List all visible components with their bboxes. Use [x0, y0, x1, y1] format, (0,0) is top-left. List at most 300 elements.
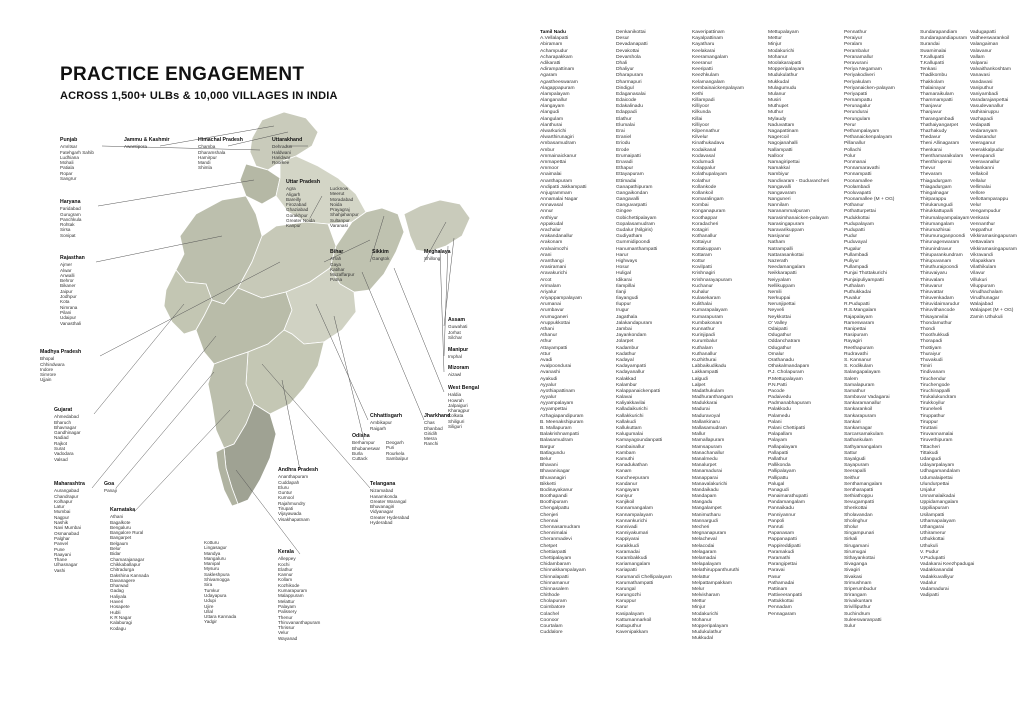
list-item: Melattur — [692, 574, 710, 580]
list-item: Chettiarpatti — [540, 549, 567, 555]
region-city: Chamarajanagar — [110, 556, 145, 562]
region-city: Faridabad — [60, 206, 81, 212]
list-item: Alwarthirunagiri — [540, 135, 574, 141]
list-item: Karamadai — [616, 549, 640, 555]
list-item: Vadamadurai — [920, 586, 949, 592]
list-item: Kuthalam — [692, 345, 713, 351]
list-item: Anaimalai — [540, 172, 562, 178]
list-item: Ammainaickanur — [540, 153, 577, 159]
list-item: Pethampalayam — [844, 129, 880, 134]
list-item: Manalmedu — [692, 456, 718, 462]
list-item: Narasingapuram — [768, 221, 805, 227]
list-item: S. Kodikulam — [844, 364, 873, 370]
region-city: Jalpaiguri — [448, 402, 468, 408]
list-item: Madurai — [692, 407, 710, 413]
list-item: T.Kallupatti — [920, 54, 944, 60]
list-item: Theni Allinagaram — [920, 141, 960, 147]
list-item: Kadayal — [616, 357, 634, 363]
list-item: Valavanur — [970, 48, 992, 54]
region-city: Greater Hyderabad — [370, 514, 410, 520]
list-item: Zamin Uthukuli — [970, 314, 1003, 320]
list-item: Thuraiyur — [920, 351, 941, 357]
list-item: Alagappapuram — [540, 85, 575, 91]
list-item: Arimalam — [540, 283, 561, 289]
region-city: Bharuch — [54, 419, 72, 425]
list-item: Pooluvapatti — [844, 190, 871, 196]
region-city: Mesra — [424, 436, 437, 442]
list-item: Gangavalli — [616, 197, 640, 203]
list-item: Paramathi — [768, 555, 791, 561]
region-city: Aizawl — [448, 372, 462, 378]
list-item: Thanjavur — [920, 104, 942, 110]
region-label-uttar-pradesh-2 — [330, 186, 359, 228]
list-item: Swamimalai — [920, 48, 947, 54]
region-city: Lucknow — [330, 186, 349, 191]
list-item: Ganguvarpatti — [616, 203, 647, 209]
list-item: Gingee — [616, 209, 632, 215]
region-city: Guwahati — [448, 324, 468, 330]
list-item: Ponnamaravathi — [844, 166, 880, 172]
list-item: Kadambur — [616, 345, 639, 351]
list-item: Thevaram — [920, 172, 943, 178]
list-item: Devakottai — [616, 48, 640, 54]
list-item: Erai — [616, 129, 625, 134]
region-city: Kozhikode — [278, 582, 300, 588]
list-item: Balasamudram — [540, 438, 573, 444]
region-city: Bhubaneswar — [352, 445, 381, 451]
list-item: Belur — [540, 456, 552, 462]
list-item: Kalugumalai — [616, 432, 643, 438]
list-item: Nagapattinam — [768, 129, 799, 134]
list-item: Nambiyur — [768, 172, 789, 178]
region-city: Kurnool — [278, 495, 294, 501]
region-name: Kerala — [278, 549, 294, 555]
region-city: Bangarpet — [110, 535, 132, 541]
list-item: Manamadurai — [692, 469, 722, 475]
list-item: Avalpoondurai — [540, 364, 572, 370]
list-item: Kaliyakkavilai — [616, 401, 646, 407]
list-item: Chinnamanur — [540, 580, 570, 586]
region-label-madhya-pradesh — [40, 350, 81, 383]
list-item: Bodinayakanur — [540, 487, 573, 493]
list-item: Natham — [768, 240, 786, 246]
list-item: Arcot — [540, 277, 552, 283]
list-item: Chettipalayam — [540, 555, 572, 561]
list-item: P.N.Patti — [768, 382, 787, 388]
list-item: Neyveli — [768, 308, 785, 314]
list-item: Sirkali — [844, 537, 858, 543]
list-item: Udayarpalayam — [920, 463, 955, 469]
list-item: Mamallapuram — [692, 438, 725, 444]
region-city: Nizamabad — [370, 488, 394, 494]
region-city: Patiala — [60, 165, 75, 171]
list-item: Annamalai Nagar — [540, 197, 578, 203]
list-item: Andipatti Jakkampatti — [540, 184, 587, 190]
list-item: Iluppur — [616, 302, 631, 308]
list-item: Kottur — [692, 258, 706, 264]
region-label-karnataka — [110, 508, 149, 631]
region-city: Aligarh — [286, 191, 301, 197]
list-item: Muthur — [768, 110, 784, 116]
list-item: S. Kannanur — [844, 357, 872, 363]
list-item: Kodavasal — [692, 153, 715, 159]
region-city: Fatehgarh Sahib — [60, 149, 94, 155]
region-city: Panchkula — [60, 216, 82, 222]
list-item: Karaikkudi — [616, 543, 639, 549]
list-item: Poonamallee — [844, 178, 873, 184]
list-item: Manavalakurichi — [692, 481, 728, 487]
list-item: Chinnasalem — [540, 586, 569, 592]
list-item: Eriodu — [616, 141, 631, 147]
list-item: Uppiliapuram — [920, 506, 949, 512]
list-heading: Tamil Nadu — [540, 30, 566, 35]
list-item: Sentharapatti — [844, 487, 874, 493]
region-name: Rajasthan — [60, 255, 85, 261]
region-city: Vijayawada — [278, 511, 302, 517]
list-item: Chetpet — [540, 543, 558, 549]
list-item: Unnamalaikadai — [920, 494, 956, 500]
region-label-uttarakhand — [272, 138, 302, 165]
list-item: Denkanikottai — [616, 30, 646, 35]
list-item: Sivagiri — [844, 568, 861, 574]
region-city: Velur — [278, 630, 289, 636]
region-city: Vashi — [54, 567, 66, 573]
region-city: Gaya — [330, 261, 341, 267]
region-city: Kochi — [278, 561, 290, 567]
region-city: Bengaluru — [110, 524, 131, 530]
list-item: Valvaithankoshtam — [970, 67, 1011, 73]
list-item: Walajabad — [970, 302, 993, 308]
region-city: Haldwani — [272, 149, 291, 155]
region-city: Dhanbad — [424, 425, 443, 431]
list-item: Dharapuram — [616, 73, 644, 79]
list-item: Puthalam — [844, 283, 865, 289]
list-item: Kunnathur — [692, 327, 715, 332]
list-item: Ilayangudi — [616, 296, 639, 302]
region-name: Sikkim — [372, 249, 389, 255]
region-city: Bhavnagar — [54, 424, 77, 430]
region-city: Panaji — [104, 488, 117, 494]
region-city: Athani — [110, 514, 124, 520]
region-city: Ujjain — [40, 377, 52, 383]
list-item: Sankaramanallur — [844, 401, 881, 407]
list-item: Vadakkuvalliyur — [920, 574, 954, 580]
list-item: Pacode — [768, 388, 785, 394]
region-city: Agra — [286, 186, 296, 192]
region-name: Meghalaya — [424, 249, 451, 255]
region-city: Ahmedabad — [54, 414, 79, 420]
list-item: Agastheeswaram — [540, 79, 578, 85]
list-item: Mangalampet — [692, 506, 722, 512]
list-item: Dhali — [616, 60, 628, 66]
list-item: Veerakkalpudur — [970, 147, 1004, 153]
list-item: Kalappanaickenpatti — [616, 388, 661, 394]
list-item: Namagiripettai — [768, 159, 800, 165]
region-name: Jharkhand — [424, 413, 451, 419]
list-item: Acharapakkam — [540, 54, 573, 60]
list-item: Vazhapadi — [970, 116, 993, 122]
list-item: Panruti — [768, 525, 784, 530]
list-item: Hanumanthampatti — [616, 246, 658, 252]
region-city: Gandhinagar — [54, 430, 81, 436]
list-item: Palani — [768, 419, 782, 425]
page-subtitle: ACROSS 1,500+ ULBs & 10,000 VILLAGES IN INDIA — [60, 90, 338, 102]
list-item: Ganapathipuram — [616, 184, 653, 190]
list-item: Pattinam — [768, 586, 788, 592]
list-item: Devarshola — [616, 54, 641, 60]
list-item: Desur — [616, 36, 630, 42]
list-item: Reethapuram — [844, 345, 874, 351]
list-item: Vadakkanandal — [920, 568, 954, 574]
list-item: Bikketti — [540, 481, 556, 487]
list-item: Pasur — [768, 574, 781, 580]
list-item: Thenthamaraikulam — [920, 153, 964, 159]
list-item: Kallukuttam — [616, 426, 642, 431]
region-city: Dehradun — [272, 144, 293, 150]
region-city: Belgaum — [110, 540, 129, 546]
list-item: Aruppukkottai — [540, 320, 570, 326]
list-item: Ranipettai — [844, 327, 867, 332]
list-item: Parangipettai — [768, 562, 797, 568]
list-item: Palapallam — [768, 432, 793, 438]
list-item: Veeraganur — [970, 141, 996, 147]
region-name: Jammu & Kashmir — [124, 137, 170, 143]
list-item: Thuvakudi — [920, 357, 943, 363]
list-item: Kanam — [616, 469, 632, 475]
region-city: Kanpur — [286, 223, 301, 229]
region-city: Sira — [204, 582, 213, 588]
list-item: Nallampatti — [768, 147, 793, 153]
list-item: Peraiyur — [844, 36, 863, 42]
region-city: Manipal — [204, 561, 221, 567]
list-item: Melamadai — [692, 555, 716, 561]
list-item: Tirukalukundram — [920, 395, 957, 401]
list-item: Karambakkudi — [616, 555, 648, 561]
list-item: Surandai — [920, 42, 940, 48]
list-item: Thedavur — [920, 135, 941, 141]
list-item: Modakurichi — [692, 611, 719, 617]
region-name: Haryana — [60, 199, 81, 205]
list-item: Tirukkoyilur — [920, 401, 945, 407]
region-city: Ananthapuram — [278, 474, 309, 480]
region-city: Alwar — [60, 267, 72, 273]
list-item: Thirumangalam — [920, 221, 954, 227]
list-item: Uthamapalayam — [920, 518, 956, 524]
region-city: Mumbai — [54, 509, 71, 515]
list-item: Jalakandapuram — [616, 320, 653, 326]
list-item: Kariamangalam — [616, 562, 651, 568]
list-item: Vaniyambadi — [970, 91, 998, 97]
list-item: Periyapatti — [844, 91, 868, 97]
region-city: Anwalli — [60, 272, 75, 278]
list-item: Mettur — [692, 599, 706, 605]
list-item: Srirangam — [844, 593, 867, 599]
region-city: K R Nagar — [110, 614, 132, 620]
list-item: Dhaliyur — [616, 67, 634, 73]
region-city: Dharamshala — [198, 149, 226, 155]
region-city: Burla — [352, 450, 363, 456]
list-item: Vadipatti — [920, 593, 939, 599]
region-city: Behror — [60, 278, 74, 284]
list-item: Poonamallee (M + OG) — [844, 197, 895, 203]
list-item: Sholinghur — [844, 518, 868, 524]
list-item: Attur — [540, 351, 551, 357]
list-item: Palamedu — [768, 413, 791, 419]
list-item: Pudupatti — [844, 228, 865, 233]
list-item: Thiruvarur — [920, 283, 943, 289]
list-item: Sundarapandiam — [920, 30, 958, 35]
region-city: Puri — [386, 445, 395, 451]
list-item: Mettur — [768, 36, 782, 42]
region-city: Moradabad — [330, 196, 354, 202]
list-item: Kottaram — [692, 252, 712, 258]
list-item: Kannankurichi — [616, 518, 647, 524]
list-item: Kuthanallur — [692, 351, 717, 357]
list-item: Perundurai — [844, 110, 868, 116]
list-item: Boothapandi — [540, 494, 568, 500]
list-item: Kotagiri — [692, 228, 709, 233]
list-item: Maduravoyal — [692, 413, 720, 419]
list-item: Kilkunda — [692, 110, 711, 116]
list-item: Killampadi — [692, 98, 715, 104]
region-city: Alleppey — [278, 556, 296, 562]
list-item: Pappanapatti — [768, 537, 797, 543]
region-city: Thane — [54, 557, 68, 563]
list-item: Singampunari — [844, 531, 875, 537]
region-city: Yadgir — [204, 619, 217, 625]
region-city: Kollam — [278, 577, 293, 583]
list-item: Orathanadu — [768, 357, 794, 363]
list-item: Perunagalur — [844, 104, 871, 110]
region-city: Latur — [54, 504, 65, 510]
list-item: Thorapadi — [920, 339, 943, 345]
list-item: Sayapuram — [844, 463, 870, 469]
list-item: Perambalur — [844, 48, 870, 54]
region-label-odisha-2 — [386, 440, 408, 461]
list-item: Kothanallur — [692, 234, 717, 240]
list-item: Kambam — [616, 450, 636, 456]
list-item: Sivaganga — [844, 562, 868, 568]
list-item: Kadayanallur — [616, 370, 645, 376]
region-city: Simrore — [40, 372, 57, 378]
list-item: Vaniputhur — [970, 85, 994, 91]
list-item: Vennanthur — [970, 221, 996, 227]
list-item: Arachalur — [540, 228, 561, 233]
region-city: Greater Warangal — [370, 498, 407, 504]
region-city: Mangaluru — [204, 555, 226, 561]
region-city: Thrissur — [278, 625, 295, 631]
list-item: Udumalaipettai — [920, 475, 953, 481]
list-item: Kumbakonam — [692, 320, 723, 326]
list-item: Needamangalam — [768, 265, 806, 271]
list-item: Kalladaikurichi — [616, 407, 648, 413]
list-item: Madathukulam — [692, 388, 725, 394]
list-item: Kodaikanal — [692, 147, 717, 153]
list-item: Chennasamudram — [540, 525, 581, 530]
list-item: Balakrishnampatti — [540, 432, 579, 438]
list-item: Palayam — [768, 438, 788, 444]
list-item: Mandaikadu — [692, 487, 719, 493]
list-item: Veppathur — [970, 228, 993, 233]
region-name: Bihar — [330, 249, 344, 255]
region-city: Kannur — [278, 572, 293, 578]
list-item: Pothanur — [844, 203, 864, 209]
list-item: Sethiathoppu — [844, 494, 873, 500]
list-item: Palani Chettipatti — [768, 426, 805, 431]
list-item: Panniyannur — [768, 512, 796, 518]
list-item: Thammampatti — [920, 98, 953, 104]
region-city: Nadiad — [54, 435, 69, 441]
list-item: Alampalayam — [540, 91, 570, 97]
region-city: Haliyala — [110, 593, 127, 599]
list-item: Ariyalur — [540, 289, 557, 295]
list-item: Seerapalli — [844, 469, 866, 475]
list-item: Melapalayam — [692, 562, 722, 568]
list-item: Dharmapuri — [616, 79, 642, 85]
list-item: Mallur — [692, 432, 706, 438]
list-item: Sithayankottai — [844, 555, 875, 561]
region-label-punjab — [60, 138, 94, 181]
region-city: Kolkata — [448, 413, 464, 419]
list-item: Pernampattu — [844, 98, 873, 104]
region-city: Rohtak — [60, 222, 75, 228]
list-item: Melagaram — [692, 549, 717, 555]
list-column — [616, 30, 678, 636]
region-city: Ghaziabad — [286, 207, 309, 213]
list-item: Tiruvannamalai — [920, 432, 954, 438]
list-item: Alanganallur — [540, 98, 568, 104]
region-city: Wayanad — [278, 635, 298, 641]
list-item: Timiri — [920, 364, 932, 370]
list-item: Mecheri — [692, 525, 710, 530]
region-city: Katihar — [330, 266, 345, 272]
list-item: Manachanallur — [692, 450, 725, 456]
list-item: Walajapet (M + OG) — [970, 308, 1014, 314]
list-item: Mangadu — [692, 500, 713, 506]
list-item: Mukkudal — [768, 79, 789, 85]
list-item: Kumarapuram — [692, 314, 723, 320]
list-item: Panpoli — [768, 518, 785, 524]
region-name: Goa — [104, 481, 115, 487]
list-item: Mamsapuram — [692, 444, 722, 450]
list-column — [692, 30, 754, 643]
list-item: Vadalur — [920, 580, 937, 586]
list-item: Kandanur — [616, 481, 638, 487]
list-item: Jolarpet — [616, 339, 634, 345]
list-item: Nemili — [768, 289, 782, 295]
list-item: Kayatharu — [692, 42, 715, 48]
list-item: A.Vellalapatti — [540, 36, 569, 42]
list-item: Aralvaimozhi — [540, 246, 568, 252]
list-item: Pallipalayam — [768, 469, 796, 475]
list-item: Arakandanallur — [540, 234, 573, 240]
list-item: Sirumugai — [844, 549, 867, 555]
region-name: Uttar Pradesh — [286, 179, 321, 185]
region-city: Elathur — [278, 566, 293, 572]
list-item: Nerkuppai — [768, 296, 791, 302]
list-item: Puduvayal — [844, 240, 867, 246]
list-item: Krishnarayapuram — [692, 277, 732, 283]
list-item: Nagojanahalli — [768, 141, 798, 147]
region-label-gujarat — [54, 408, 81, 462]
list-item: Ammapettai — [540, 159, 567, 165]
list-item: Cheranmadevi — [540, 537, 572, 543]
region-city: Chas — [424, 420, 435, 426]
list-item: Arumbavur — [540, 308, 564, 314]
list-item: Chennai — [540, 518, 559, 524]
list-item: Kancheepuram — [616, 475, 650, 481]
list-item: Kavenipakkam — [616, 630, 649, 636]
